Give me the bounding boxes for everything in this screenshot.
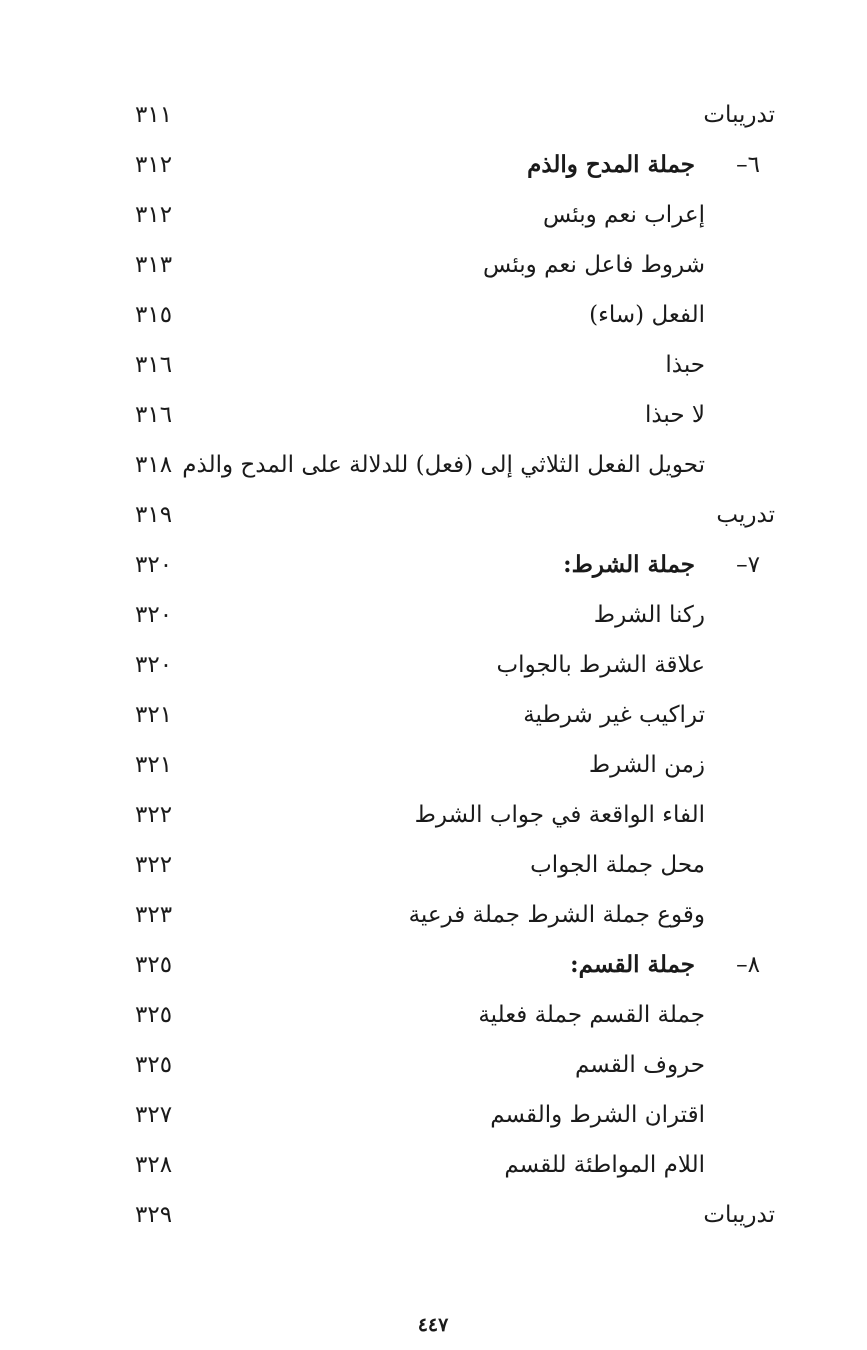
toc-entry-title: حروف القسم — [574, 1052, 705, 1078]
section-number: ٧– — [736, 552, 760, 578]
toc-entry-title: زمن الشرط — [588, 752, 705, 778]
toc-entry — [120, 1195, 795, 1245]
toc-entry-title: اللام المواطئة للقسم — [504, 1152, 705, 1178]
toc-entry-title: محل جملة الجواب — [530, 852, 705, 878]
toc-entry — [120, 695, 795, 745]
toc-page-number: ٣٢٥ — [135, 952, 173, 978]
toc-entry — [120, 845, 795, 895]
toc-page-number: ٣٢٣ — [135, 902, 173, 928]
toc-entry — [120, 95, 795, 145]
toc-page-number: ٣٢١ — [135, 752, 173, 778]
toc-section-title: جملة المدح والذم — [527, 151, 695, 178]
toc-entry — [120, 245, 795, 295]
toc-page-number: ٣٢٢ — [135, 802, 173, 828]
toc-entry — [120, 345, 795, 395]
toc-page-number: ٣٢٠ — [135, 552, 173, 578]
toc-entry — [120, 1145, 795, 1195]
toc-entry-title: حبذا — [665, 352, 705, 378]
toc-page-number: ٣١٦ — [135, 402, 173, 428]
toc-entry-title: علاقة الشرط بالجواب — [496, 652, 705, 678]
toc-entry — [120, 795, 795, 845]
toc-entry — [120, 745, 795, 795]
toc-page-number: ٣٢٠ — [135, 652, 173, 678]
toc-entry — [120, 645, 795, 695]
toc-page-number: ٣٢٩ — [135, 1202, 173, 1228]
toc-entry — [120, 295, 795, 345]
toc-page-number: ٣١٦ — [135, 352, 173, 378]
toc-entry-title: ركنا الشرط — [593, 602, 705, 628]
toc-page-number: ٣٢٠ — [135, 602, 173, 628]
toc-entry-title: الفاء الواقعة في جواب الشرط — [414, 802, 705, 828]
toc-entry-title: الفعل (ساء) — [589, 302, 705, 328]
toc-entry-title: لا حبذا — [644, 402, 705, 428]
toc-entry — [120, 145, 795, 195]
toc-entry — [120, 1095, 795, 1145]
toc-entry — [120, 1045, 795, 1095]
toc-page-number: ٣٢٧ — [135, 1102, 173, 1128]
toc-entry — [120, 945, 795, 995]
toc-page-number: ٣٢٥ — [135, 1002, 173, 1028]
toc-entry-title: تحويل الفعل الثلاثي إلى (فعل) للدلالة على المدح والذم — [182, 452, 705, 478]
toc-page-number: ٣٢٢ — [135, 852, 173, 878]
toc-entry-title: تدريب — [716, 502, 775, 528]
toc-entry-title: شروط فاعل نعم وبئس — [483, 252, 705, 278]
toc-entry-title: تدريبات — [703, 102, 775, 128]
toc-entry — [120, 395, 795, 445]
toc-section-title: جملة الشرط: — [563, 551, 695, 578]
toc-entry-title: جملة القسم جملة فعلية — [478, 1002, 705, 1028]
toc-entry — [120, 895, 795, 945]
toc-section-title: جملة القسم: — [570, 951, 695, 978]
toc-page-number: ٣١١ — [135, 102, 173, 128]
toc-page-number: ٣١٢ — [135, 202, 173, 228]
toc-entry — [120, 445, 795, 495]
toc-page-number: ٣١٨ — [135, 452, 173, 478]
toc-entry-title: تدريبات — [703, 1202, 775, 1228]
toc-page-number: ٣١٥ — [135, 302, 173, 328]
table-of-contents — [120, 95, 795, 1245]
toc-entry — [120, 495, 795, 545]
toc-page-number: ٣١٣ — [135, 252, 173, 278]
section-number: ٦– — [736, 152, 760, 178]
toc-page-number: ٣٢١ — [135, 702, 173, 728]
page-footer-number: ٤٤٧ — [417, 1314, 449, 1336]
toc-page-number: ٣٢٥ — [135, 1052, 173, 1078]
toc-entry — [120, 195, 795, 245]
toc-entry — [120, 995, 795, 1045]
section-number: ٨– — [736, 952, 760, 978]
toc-entry-title: تراكيب غير شرطية — [523, 702, 705, 728]
toc-page-number: ٣٢٨ — [135, 1152, 173, 1178]
toc-entry — [120, 545, 795, 595]
toc-page-number: ٣١٩ — [135, 502, 173, 528]
toc-entry-title: وقوع جملة الشرط جملة فرعية — [408, 902, 705, 928]
toc-entry-title: اقتران الشرط والقسم — [490, 1102, 705, 1128]
toc-entry — [120, 595, 795, 645]
toc-page-number: ٣١٢ — [135, 152, 173, 178]
toc-entry-title: إعراب نعم وبئس — [542, 202, 705, 228]
